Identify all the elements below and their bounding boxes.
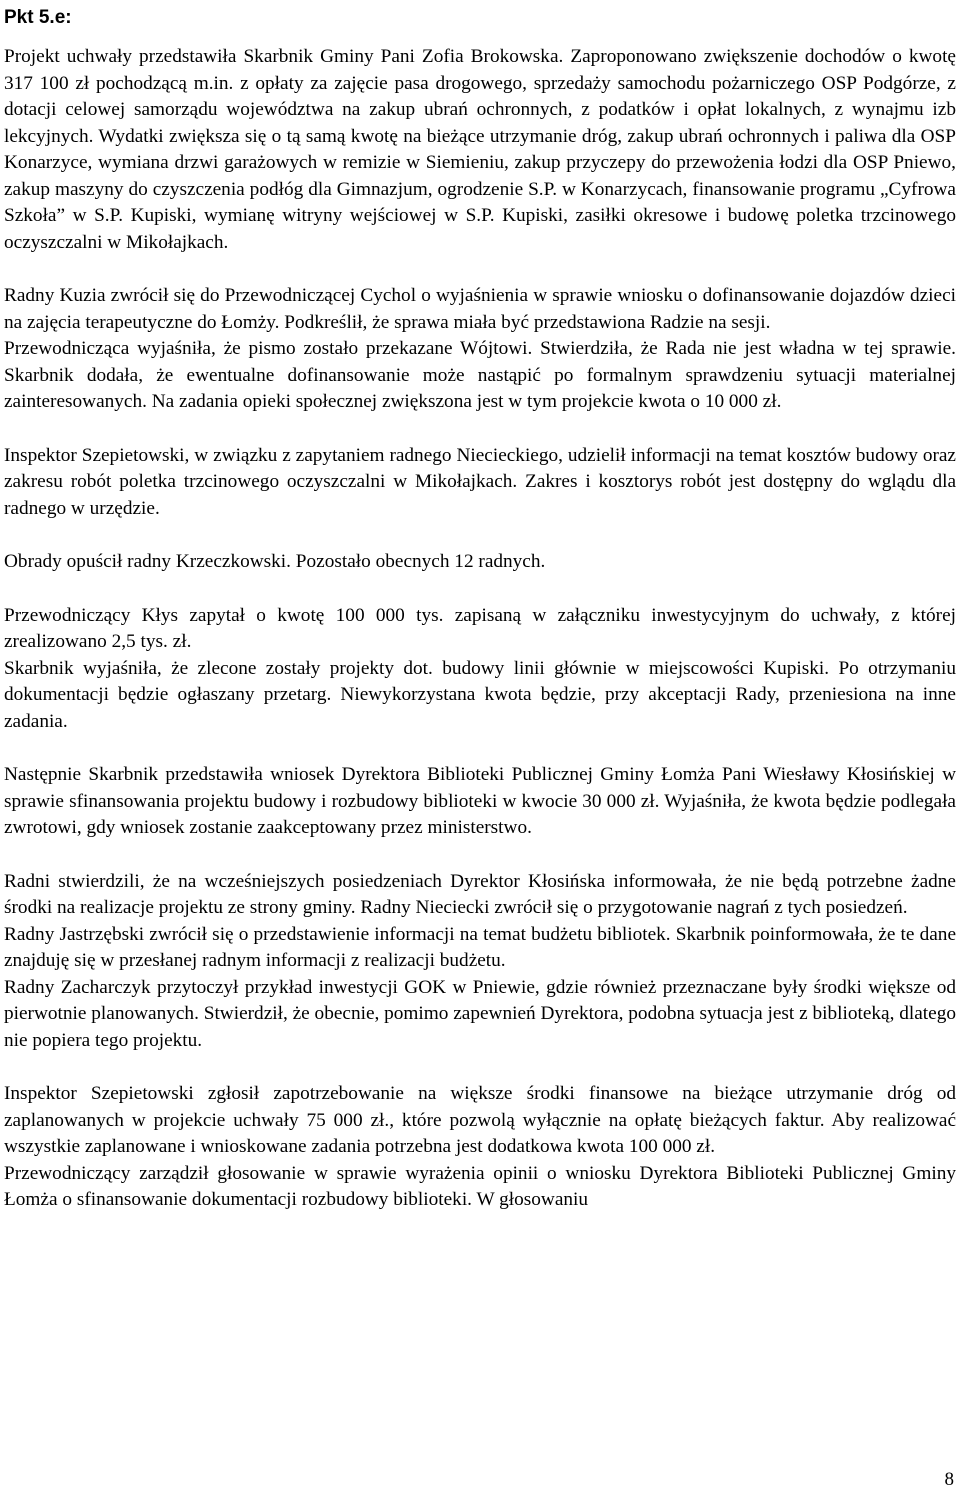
paragraph-library-request: Następnie Skarbnik przedstawiła wniosek Dyrektora Biblioteki Publicznej Gminy Łomża Pani Wiesławy Kłosińskiej w sprawie sfinansowania projektu budowy i rozbudowy biblioteki w kwocie 30 000 zł. Wyjaśniła, że kwota będzie podlegała zwrotowi, gdy wniosek zostanie zaakceptowany przez ministerstwo. — [4, 764, 956, 838]
paragraph-gap — [4, 735, 956, 762]
paragraph-gap — [4, 256, 956, 283]
paragraph-treasurer-reply: Skarbnik wyjaśniła, że zlecone zostały projekty dot. budowy linii głównie w miejscowości Kupiski. Po otrzymaniu dokumentacji będzie ogłaszany przetarg. Niewykorzystana kwota będzie, przy akceptacji Rady, przeniesiona na inne zadania. — [4, 657, 956, 732]
paragraph-zacharczyk-remark: Radny Zacharczyk przytoczył przykład inwestycji GOK w Pniewie, gdzie również przeznaczane były środki większe od pierwotnie planowanych. Stwierdził, że obecnie, pomimo zapewnień Dyrektora, podobna sytuacja jest z biblioteką, dlatego nie popiera tego projektu. — [4, 976, 956, 1051]
paragraph-gap — [4, 842, 956, 869]
paragraph-gap — [4, 522, 956, 549]
paragraph-gap — [4, 1054, 956, 1081]
paragraph-kuzia-question: Radny Kuzia zwrócił się do Przewodniczącej Cychol o wyjaśnienia w sprawie wniosku o dofinansowanie dojazdów dzieci na zajęcia terapeutyczne do Łomży. Podkreślił, że sprawa miała być przedstawiona Radzie na sesji. — [4, 285, 956, 333]
page-number: 8 — [944, 1469, 954, 1490]
paragraph-gap — [4, 416, 956, 443]
document-page — [4, 0, 956, 1214]
paragraph-jastrzebski-question: Radny Jastrzębski zwrócił się o przedstawienie informacji na temat budżetu bibliotek. Skarbnik poinformowała, że te dane znajduję się w przesłanej radnym informacji z realizacji budżetu. — [4, 923, 956, 971]
paragraph-gap — [4, 576, 956, 603]
paragraph-councillors-remark: Radni stwierdzili, że na wcześniejszych posiedzeniach Dyrektor Kłosińska informowała, że nie będą potrzebne żadne środki na realizacje projektu ze strony gminy. Radny Nieciecki zwrócił się o przygotowanie nagrań z tych posiedzeń. — [4, 870, 956, 918]
paragraph-budget-project: Projekt uchwały przedstawiła Skarbnik Gminy Pani Zofia Brokowska. Zaproponowano zwiększenie dochodów o kwotę 317 100 zł pochodzącą m.in. z opłaty za zajęcie pasa drogowego, sprzedaży samochodu pożarniczego OSP Podgórze, z dotacji celowej samorządu województwa na zakup ubrań ochronnych, z podatków i opłat lokalnych, z wynajmu izb lekcyjnych. Wydatki zwiększa się o tą samą kwotę na bieżące utrzymanie dróg, zakup ubrań ochronnych i paliwa dla OSP Konarzyce, wymiana drzwi garażowych w remizie w Siemieniu, zakup przyczepy do przewożenia łodzi dla OSP Pniewo, zakup maszyny do czyszczenia podłóg dla Gimnazjum, ogrodzenie S.P. w Konarzycach, finansowanie programu „Cyfrowa Szkoła” w S.P. Kupiski, wymianę witryny wejściowej w S.P. Kupiski, zasiłki okresowe i budowę poletka trzcinowego oczyszczalni w Mikołajkach. — [4, 46, 956, 253]
paragraph-chair-reply: Przewodnicząca wyjaśniła, że pismo zostało przekazane Wójtowi. Stwierdziła, że Rada nie jest władna w tej sprawie. Skarbnik dodała, że ewentualne dofinansowanie może nastąpić po formalnym sprawdzeniu sytuacji materialnej zainteresowanych. Na zadania opieki społecznej zwiększona jest w tym projekcie kwota o 10 000 zł. — [4, 338, 956, 412]
paragraph-klys-question: Przewodniczący Kłys zapytał o kwotę 100 000 tys. zapisaną w załączniku inwestycyjnym do uchwały, z której zrealizowano 2,5 tys. zł. — [4, 604, 956, 652]
paragraph-inspector-info: Inspektor Szepietowski, w związku z zapytaniem radnego Niecieckiego, udzielił informacji na temat kosztów budowy oraz zakresu robót poletka trzcinowego oczyszczalni w Mikołajkach. Zakres i kosztorys robót jest dostępny do wglądu dla radnego w urzędzie. — [4, 444, 956, 519]
section-heading: Pkt 5.e: — [4, 7, 72, 28]
paragraph-roads-funding: Inspektor Szepietowski zgłosił zapotrzebowanie na większe środki finansowe na bieżące utrzymanie dróg od zaplanowanych w projekcie uchwały 75 000 zł., które pozwolą wyłącznie na opłatę bieżących faktur. Aby realizować wszystkie zaplanowane i wnioskowane zadania potrzebna jest dodatkowa kwota 100 000 zł. — [4, 1083, 956, 1157]
paragraph-quorum: Obrady opuścił radny Krzeczkowski. Pozostało obecnych 12 radnych. — [4, 551, 546, 572]
paragraph-vote: Przewodniczący zarządził głosowanie w sprawie wyrażenia opinii o wniosku Dyrektora Biblioteki Publicznej Gminy Łomża o sfinansowanie dokumentacji rozbudowy biblioteki. W głosowaniu — [4, 1162, 956, 1210]
